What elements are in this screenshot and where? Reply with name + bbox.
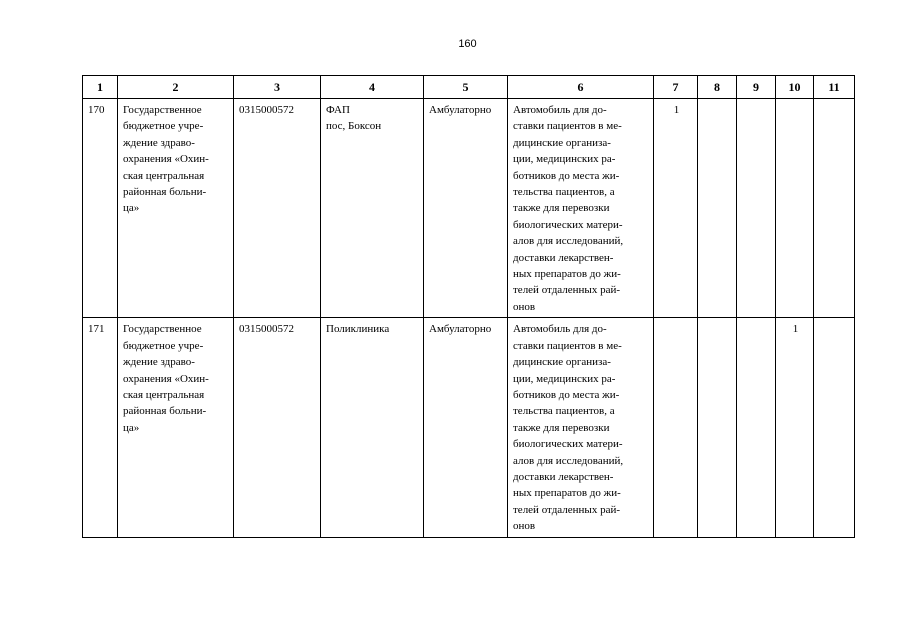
column-9-cell: [737, 99, 776, 318]
purpose-cell-line: доставки лекарствен-: [513, 470, 614, 483]
unit-cell: [321, 99, 424, 318]
column-7-cell: [654, 318, 698, 537]
purpose-cell-line: Автомобиль для до-: [513, 104, 607, 116]
column-11-cell: [814, 99, 855, 318]
purpose-cell-line: дицинские организа-: [513, 136, 611, 149]
purpose-cell-line: онов: [513, 520, 536, 533]
organization-cell-line: ждение здраво-: [123, 136, 195, 149]
unit-cell-line: Поликлиника: [326, 323, 390, 336]
purpose-cell-line: также для перевозки: [513, 202, 610, 215]
column-header-3: 3: [234, 76, 321, 99]
purpose-cell-line: ных препаратов до жи-: [513, 268, 621, 281]
row-number-cell: 171: [83, 318, 118, 537]
purpose-cell-line: биологических матери-: [513, 218, 623, 231]
column-header-9: 9: [737, 76, 776, 99]
purpose-cell-line: ции, медицинских ра-: [513, 153, 616, 166]
page-number: 160: [458, 38, 477, 50]
column-header-10: 10: [776, 76, 814, 99]
purpose-cell-line: ботников до места жи-: [513, 169, 620, 182]
organization-cell-line: ца»: [123, 421, 140, 434]
code-cell: 0315000572: [234, 318, 321, 537]
purpose-cell: [508, 99, 654, 318]
organization-cell-line: Государственное: [123, 104, 202, 116]
purpose-cell-line: Автомобиль для до-: [513, 323, 607, 336]
column-11-cell: [814, 318, 855, 537]
organization-cell-line: ждение здраво-: [123, 356, 195, 369]
organization-cell-line: Государственное: [123, 323, 202, 336]
column-header-6: 6: [508, 76, 654, 99]
column-10-cell: 1: [776, 318, 814, 537]
data-table: [82, 75, 855, 538]
column-header-8: 8: [698, 76, 737, 99]
purpose-cell-line: доставки лекарствен-: [513, 251, 614, 264]
organization-cell-line: бюджетное учре-: [123, 120, 204, 133]
organization-cell-line: ца»: [123, 202, 140, 215]
purpose-cell-line: тельства пациентов, а: [513, 405, 615, 418]
purpose-cell-line: биологических матери-: [513, 438, 623, 451]
purpose-cell-line: ставки пациентов в ме-: [513, 339, 622, 352]
organization-cell-line: ская центральная: [123, 169, 205, 182]
purpose-cell-line: ботников до места жи-: [513, 388, 620, 401]
column-header-4: 4: [321, 76, 424, 99]
purpose-cell-line: ных препаратов до жи-: [513, 487, 621, 500]
table-row: [83, 318, 855, 537]
organization-cell-line: охранения «Охин-: [123, 372, 209, 385]
column-header-2: 2: [118, 76, 234, 99]
unit-cell: [321, 318, 424, 537]
care-type-cell: Амбулаторно: [424, 99, 508, 318]
table-body: [83, 99, 855, 538]
organization-cell-line: охранения «Охин-: [123, 153, 209, 166]
table-row: [83, 99, 855, 318]
organization-cell-line: бюджетное учре-: [123, 339, 204, 352]
header-row: [83, 76, 855, 99]
purpose-cell-line: телей отдаленных рай-: [513, 284, 621, 297]
column-8-cell: [698, 318, 737, 537]
row-number-cell: 170: [83, 99, 118, 318]
purpose-cell-line: алов для исследований,: [513, 454, 624, 467]
column-8-cell: [698, 99, 737, 318]
purpose-cell: [508, 318, 654, 537]
unit-cell-line: ФАП: [326, 104, 350, 116]
unit-cell-line: пос, Боксон: [326, 120, 382, 133]
column-header-1: 1: [83, 76, 118, 99]
organization-cell: [118, 99, 234, 318]
purpose-cell-line: ставки пациентов в ме-: [513, 120, 622, 133]
column-header-5: 5: [424, 76, 508, 99]
column-header-11: 11: [814, 76, 855, 99]
purpose-cell-line: тельства пациентов, а: [513, 186, 615, 199]
care-type-cell: Амбулаторно: [424, 318, 508, 537]
purpose-cell-line: дицинские организа-: [513, 356, 611, 369]
code-cell: 0315000572: [234, 99, 321, 318]
column-header-7: 7: [654, 76, 698, 99]
purpose-cell-line: также для перевозки: [513, 421, 610, 434]
column-7-cell: 1: [654, 99, 698, 318]
purpose-cell-line: онов: [513, 300, 536, 313]
purpose-cell-line: телей отдаленных рай-: [513, 503, 621, 516]
organization-cell-line: районная больни-: [123, 186, 207, 199]
purpose-cell-line: ции, медицинских ра-: [513, 372, 616, 385]
column-10-cell: [776, 99, 814, 318]
organization-cell-line: районная больни-: [123, 405, 207, 418]
purpose-cell-line: алов для исследований,: [513, 235, 624, 248]
organization-cell-line: ская центральная: [123, 388, 205, 401]
organization-cell: [118, 318, 234, 537]
column-9-cell: [737, 318, 776, 537]
